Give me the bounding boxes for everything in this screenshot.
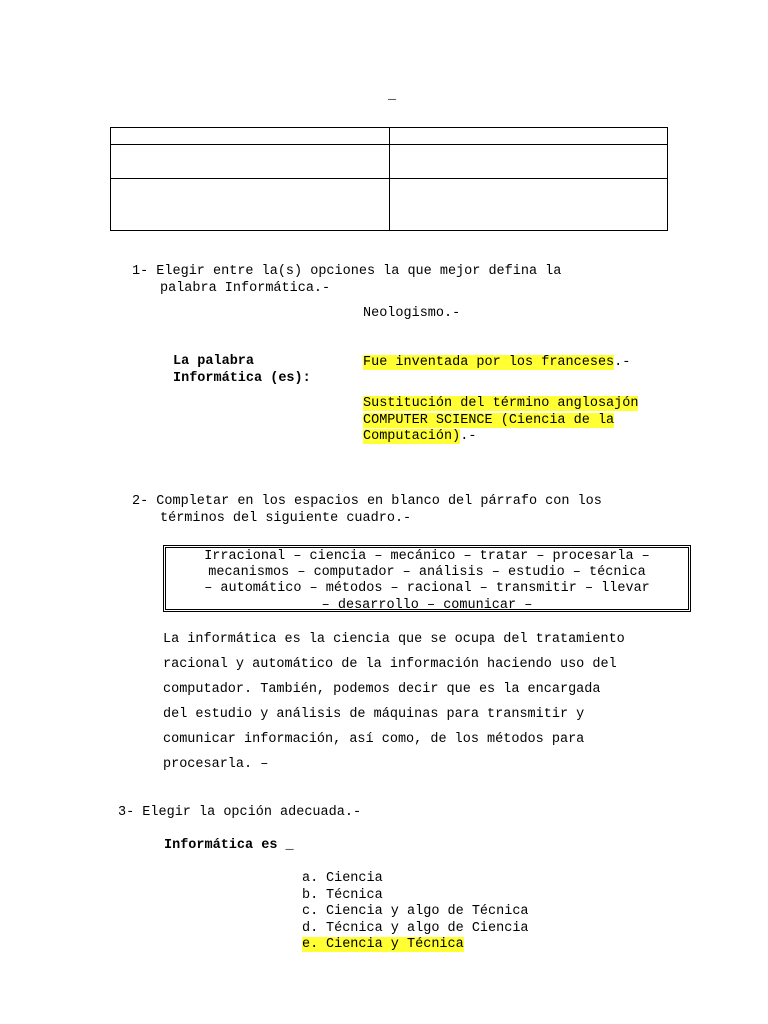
paragraph-line: computador. También, podemos decir que es la encargada xyxy=(163,682,601,697)
option-suffix: .- xyxy=(460,429,477,444)
word-bank-box xyxy=(163,545,691,612)
word-bank-line: mecanismos – computador – análisis – estudio – técnica xyxy=(208,565,646,581)
question1-label-line: La palabra xyxy=(173,354,255,369)
option-wrap xyxy=(302,937,464,952)
question1-label-line: Informática (es): xyxy=(173,370,311,386)
question2-prompt xyxy=(132,494,692,527)
question1-option xyxy=(363,396,693,446)
header-cell xyxy=(389,179,668,231)
option-wrap xyxy=(302,871,383,886)
paragraph-line: comunicar información, así como, de los métodos para xyxy=(163,732,585,747)
question1-prompt-line: palabra Informática.- xyxy=(160,280,331,296)
option-letter: b. xyxy=(302,887,319,903)
list-item xyxy=(302,888,529,905)
header-cell xyxy=(111,145,390,179)
question2-prompt-line: 2- Completar en los espacios en blanco del párrafo con los xyxy=(132,494,602,509)
option-wrap xyxy=(302,888,383,903)
list-item xyxy=(302,871,529,888)
highlighted-text: Computación) xyxy=(363,429,461,444)
header-table xyxy=(110,127,668,231)
question1-prompt-line: 1- Elegir entre la(s) opciones la que mejor defina la xyxy=(132,264,562,279)
header-cell xyxy=(389,128,668,145)
question2-prompt-line: términos del siguiente cuadro.- xyxy=(160,510,412,526)
paragraph-line: La informática es la ciencia que se ocupa del tratamiento xyxy=(163,632,625,647)
option-letter: d. xyxy=(302,920,319,936)
word-bank-line: – desarrollo – comunicar – xyxy=(321,597,533,613)
question3-options xyxy=(302,871,529,954)
option-text: Técnica y algo de Ciencia xyxy=(326,920,529,936)
option-suffix: .- xyxy=(614,355,631,370)
list-item xyxy=(302,921,529,938)
word-bank-line: – automático – métodos – racional – transmitir – llevar xyxy=(204,581,650,597)
question3-question: Informática es _ xyxy=(164,838,294,853)
header-cell xyxy=(111,128,390,145)
highlighted-text: COMPUTER SCIENCE (Ciencia de la xyxy=(363,412,615,428)
question1-option xyxy=(363,355,630,372)
option-text: Ciencia y Técnica xyxy=(326,937,464,953)
question2-paragraph xyxy=(163,627,703,777)
question1-label xyxy=(173,354,353,387)
highlighted-text: Sustitución del término anglosajón xyxy=(363,396,639,411)
word-bank-line: Irracional – ciencia – mecánico – tratar – procesarla – xyxy=(204,549,650,564)
option-letter: c. xyxy=(302,904,319,920)
paragraph-line: procesarla. – xyxy=(163,757,269,772)
option-text: Ciencia y algo de Técnica xyxy=(326,904,529,920)
option-letter: a. xyxy=(302,871,319,886)
list-item xyxy=(302,904,529,921)
highlighted-text: Fue inventada por los franceses xyxy=(363,355,615,370)
header-dash: _ xyxy=(388,88,397,103)
option-wrap xyxy=(302,904,529,919)
question1-option: Neologismo.- xyxy=(363,306,461,321)
header-cell xyxy=(111,179,390,231)
question3-prompt: 3- Elegir la opción adecuada.- xyxy=(118,805,362,820)
question1-prompt xyxy=(132,264,692,297)
header-cell xyxy=(389,145,668,179)
paragraph-line: racional y automático de la información haciendo uso del xyxy=(163,657,617,672)
paragraph-line: del estudio y análisis de máquinas para transmitir y xyxy=(163,707,585,722)
option-text: Ciencia xyxy=(326,871,383,886)
list-item xyxy=(302,937,529,954)
option-wrap xyxy=(302,921,529,936)
option-text: Técnica xyxy=(326,887,383,903)
option-letter: e. xyxy=(302,937,319,953)
